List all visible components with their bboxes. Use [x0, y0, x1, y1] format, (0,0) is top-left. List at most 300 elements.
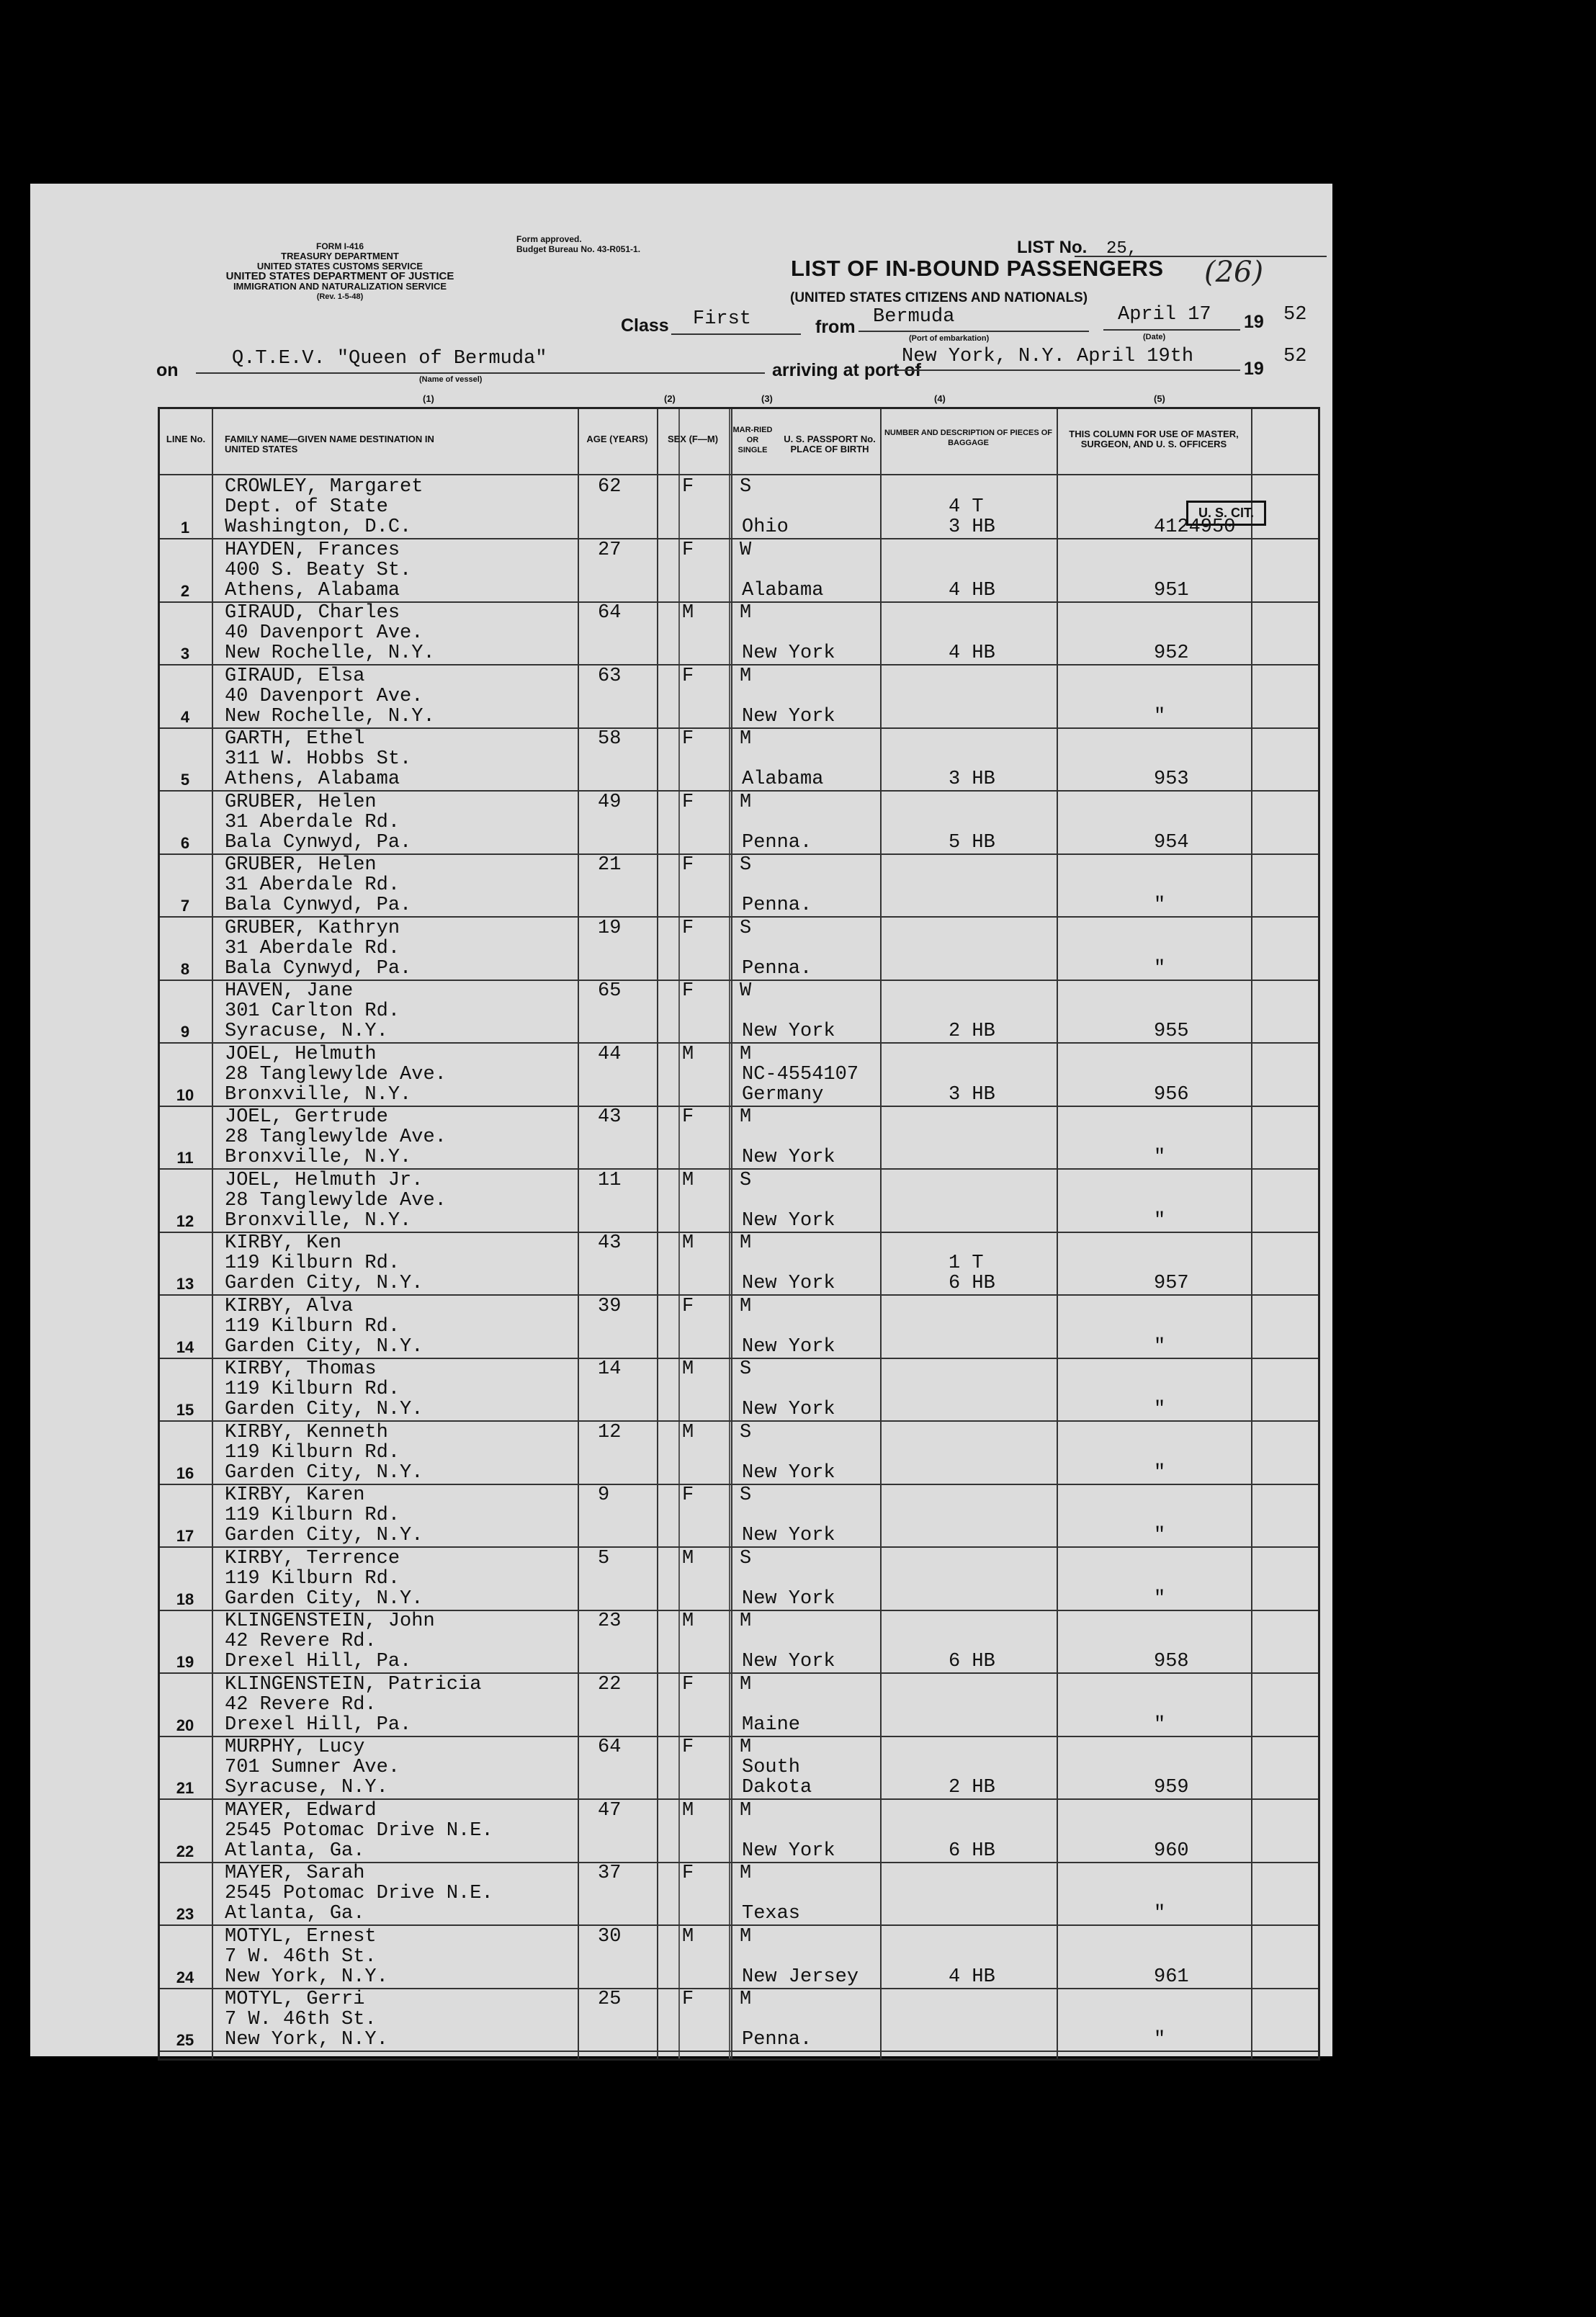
from-value: Bermuda — [873, 306, 955, 328]
passenger-destination: Syracuse, N.Y. — [225, 1021, 388, 1042]
passenger-sex: M — [682, 1925, 694, 1948]
passenger-name: JOEL, Helmuth — [225, 1043, 377, 1065]
passenger-baggage: 4 HB — [949, 1966, 995, 1988]
line-number: 6 — [180, 833, 190, 852]
passenger-baggage: 6 HB — [949, 1839, 995, 1862]
passenger-birthplace: Alabama — [742, 768, 824, 790]
passenger-name: KIRBY, Ken — [225, 1232, 342, 1254]
dept-line-1: TREASURY DEPARTMENT — [281, 251, 399, 261]
passenger-sex: M — [682, 1169, 694, 1191]
officer-notes: 958 — [1154, 1651, 1189, 1672]
passenger-sex: M — [682, 602, 694, 624]
passenger-destination: New Rochelle, N.Y. — [225, 642, 435, 664]
passenger-baggage: 3 HB — [949, 516, 995, 538]
passenger-address: 119 Kilburn Rd. — [225, 1567, 400, 1590]
line-number: 18 — [176, 1590, 194, 1608]
passenger-age: 63 — [598, 665, 622, 687]
col-number-1: (1) — [423, 393, 434, 404]
passenger-marital-status: S — [740, 1547, 752, 1569]
passenger-destination: Bala Cynwyd, Pa. — [225, 831, 412, 853]
passenger-address: 119 Kilburn Rd. — [225, 1252, 400, 1274]
table-row — [160, 1547, 1318, 1611]
passenger-destination: Garden City, N.Y. — [225, 1525, 423, 1546]
passenger-marital-status: M — [740, 1736, 752, 1758]
passenger-birthplace: New Jersey — [742, 1966, 859, 1988]
header-passport: U. S. PASSPORT No. PLACE OF BIRTH — [784, 434, 876, 454]
passenger-name: GARTH, Ethel — [225, 728, 365, 750]
passenger-age: 12 — [598, 1421, 622, 1443]
passenger-sex: F — [682, 728, 694, 750]
table-row — [160, 665, 1318, 729]
date-underline — [1103, 329, 1240, 331]
officer-notes: 952 — [1154, 642, 1189, 664]
passenger-age: 64 — [598, 1736, 622, 1758]
passenger-age: 23 — [598, 1610, 622, 1632]
passenger-sex: F — [682, 476, 694, 498]
from-label: from — [815, 317, 856, 337]
table-row — [160, 1799, 1318, 1863]
officer-notes: " — [1154, 1713, 1166, 1736]
passenger-sex: F — [682, 980, 694, 1002]
passenger-birthplace: Penna. — [742, 895, 812, 916]
passenger-sex: M — [682, 1232, 694, 1254]
passenger-name: MOTYL, Gerri — [225, 1989, 365, 2010]
passenger-birthplace: New York — [742, 1335, 835, 1358]
passenger-marital-status: M — [740, 1106, 752, 1128]
passenger-destination: Garden City, N.Y. — [225, 1273, 423, 1294]
passenger-age: 27 — [598, 539, 622, 561]
passenger-name: KIRBY, Karen — [225, 1484, 365, 1506]
officer-notes: " — [1154, 895, 1166, 916]
line-number: 9 — [180, 1023, 190, 1041]
table-row — [160, 1610, 1318, 1674]
passenger-table — [158, 407, 1320, 2061]
passenger-destination: Bronxville, N.Y. — [225, 1147, 412, 1168]
passenger-name: HAYDEN, Frances — [225, 539, 400, 561]
arrival-year-prefix: 19 — [1244, 359, 1264, 379]
line-number: 19 — [176, 1653, 194, 1671]
header-line-no: LINE No. — [166, 434, 206, 444]
passenger-address: 2545 Potomac Drive N.E. — [225, 1883, 493, 1904]
officer-notes: " — [1154, 1903, 1166, 1924]
passenger-marital-status: M — [740, 1295, 752, 1317]
passenger-age: 11 — [598, 1169, 622, 1191]
line-number: 15 — [176, 1401, 194, 1419]
class-underline — [671, 333, 801, 335]
form-number: FORM I-416 — [315, 241, 364, 251]
header-baggage: NUMBER AND DESCRIPTION OF PIECES OF BAGGAGE — [884, 429, 1053, 447]
header-name: FAMILY NAME—GIVEN NAME DESTINATION IN UNITED STATES — [225, 434, 434, 454]
arrival-underline — [895, 369, 1240, 371]
vessel-note: (Name of vessel) — [419, 375, 483, 384]
passenger-birthplace: Penna. — [742, 2029, 812, 2051]
passenger-baggage: 6 HB — [949, 1273, 995, 1294]
passenger-address: 28 Tanglewylde Ave. — [225, 1126, 447, 1148]
line-number: 16 — [176, 1464, 194, 1482]
on-label: on — [156, 360, 179, 380]
line-number: 1 — [180, 519, 190, 537]
table-row — [160, 1295, 1318, 1359]
passenger-age: 58 — [598, 728, 622, 750]
line-number: 17 — [176, 1527, 194, 1545]
passenger-sex: M — [682, 1043, 694, 1065]
passenger-destination: New Rochelle, N.Y. — [225, 705, 435, 727]
passenger-name: KLINGENSTEIN, Patricia — [225, 1673, 482, 1695]
passenger-destination: New York, N.Y. — [225, 2029, 388, 2051]
document-subtitle: (UNITED STATES CITIZENS AND NATIONALS) — [790, 290, 1088, 305]
passenger-marital-status: M — [740, 1925, 752, 1948]
passenger-destination: Garden City, N.Y. — [225, 1399, 423, 1420]
passenger-name: KIRBY, Kenneth — [225, 1421, 388, 1443]
passenger-age: 39 — [598, 1295, 622, 1317]
passenger-address: 2545 Potomac Drive N.E. — [225, 1819, 493, 1842]
passenger-marital-status: M — [740, 728, 752, 750]
passenger-destination: Atlanta, Ga. — [225, 1839, 365, 1862]
year-prefix: 19 — [1244, 312, 1264, 332]
arriving-label: arriving at port of — [772, 360, 921, 380]
line-number: 14 — [176, 1337, 194, 1356]
passenger-sex: M — [682, 1799, 694, 1821]
passenger-baggage: 3 HB — [949, 1083, 995, 1106]
passenger-sex: F — [682, 1484, 694, 1506]
passenger-sex: F — [682, 539, 694, 561]
passenger-sex: F — [682, 791, 694, 813]
line-number: 23 — [176, 1905, 194, 1923]
from-underline — [858, 331, 1089, 332]
passenger-marital-status: M — [740, 665, 752, 687]
passenger-marital-status: M — [740, 1863, 752, 1884]
passenger-name: JOEL, Gertrude — [225, 1106, 388, 1128]
passenger-name: MAYER, Edward — [225, 1799, 377, 1821]
passenger-baggage: 2 HB — [949, 1021, 995, 1042]
passenger-name: GIRAUD, Elsa — [225, 665, 365, 687]
line-number: 25 — [176, 2031, 194, 2049]
passenger-birthplace: New York — [742, 1525, 835, 1546]
officer-notes: " — [1154, 2029, 1166, 2051]
passenger-birthplace: New York — [742, 705, 835, 727]
officer-notes: 951 — [1154, 579, 1189, 601]
dept-line-3: UNITED STATES DEPARTMENT OF JUSTICE — [225, 270, 454, 282]
table-row — [160, 1169, 1318, 1233]
passenger-destination: Garden City, N.Y. — [225, 1587, 423, 1610]
year-value: 52 — [1283, 304, 1307, 326]
header-age: AGE (YEARS) — [586, 434, 648, 444]
passenger-age: 19 — [598, 917, 622, 939]
header-officers: THIS COLUMN FOR USE OF MASTER, SURGEON, AND U. S. OFFICERS — [1069, 429, 1239, 449]
passenger-baggage-trunks: 4 T — [949, 496, 984, 518]
passenger-age: 22 — [598, 1673, 622, 1695]
passenger-sex: F — [682, 854, 694, 876]
passenger-marital-status: S — [740, 1358, 752, 1380]
officer-notes: " — [1154, 705, 1166, 727]
passenger-marital-status: S — [740, 854, 752, 876]
list-number-handwritten: (26) — [1204, 256, 1264, 289]
officer-notes: 4124950 — [1154, 516, 1236, 538]
passenger-name: MOTYL, Ernest — [225, 1925, 377, 1948]
passenger-address: 701 Sumner Ave. — [225, 1757, 400, 1778]
class-value: First — [693, 308, 752, 330]
passenger-baggage: 6 HB — [949, 1651, 995, 1672]
passenger-sex: F — [682, 1736, 694, 1758]
passenger-age: 49 — [598, 791, 622, 813]
passenger-age: 21 — [598, 854, 622, 876]
officer-notes: " — [1154, 1335, 1166, 1358]
passenger-birthplace: New York — [742, 1461, 835, 1484]
passenger-marital-status: W — [740, 539, 752, 561]
passenger-address: 31 Aberdale Rd. — [225, 937, 400, 959]
line-number: 12 — [176, 1211, 194, 1230]
list-number: 25, — [1106, 239, 1138, 259]
passenger-marital-status: M — [740, 1610, 752, 1632]
passenger-name: MURPHY, Lucy — [225, 1736, 365, 1758]
passenger-marital-status: M — [740, 791, 752, 813]
port-embarkation-note: (Port of embarkation) — [909, 334, 990, 343]
passenger-passport: NC-4554107 — [742, 1063, 859, 1085]
passenger-marital-status: S — [740, 1169, 752, 1191]
passenger-sex: F — [682, 665, 694, 687]
passenger-marital-status: M — [740, 1989, 752, 2010]
passenger-age: 5 — [598, 1547, 610, 1569]
passenger-baggage: 4 HB — [949, 579, 995, 601]
passenger-address: 28 Tanglewylde Ave. — [225, 1189, 447, 1211]
passenger-name: MAYER, Sarah — [225, 1863, 365, 1884]
line-number: 2 — [180, 581, 190, 600]
passenger-birthplace: Penna. — [742, 831, 812, 853]
officer-notes: 955 — [1154, 1021, 1189, 1042]
table-row — [160, 1988, 1318, 2052]
table-row — [160, 1862, 1318, 1926]
passenger-baggage-trunks: 1 T — [949, 1252, 984, 1274]
officer-notes: " — [1154, 1525, 1166, 1546]
passenger-marital-status: M — [740, 1232, 752, 1254]
passenger-address: 28 Tanglewylde Ave. — [225, 1063, 447, 1085]
passenger-marital-status: S — [740, 1421, 752, 1443]
line-number: 7 — [180, 897, 190, 915]
table-row — [160, 1925, 1318, 1989]
table-row — [160, 1043, 1318, 1107]
passenger-birthplace: Germany — [742, 1083, 824, 1106]
passenger-sex: M — [682, 1421, 694, 1443]
passenger-sex: M — [682, 1358, 694, 1380]
passenger-address: 31 Aberdale Rd. — [225, 811, 400, 833]
table-row — [160, 1232, 1318, 1296]
passenger-destination: Bronxville, N.Y. — [225, 1083, 412, 1106]
passenger-destination: Garden City, N.Y. — [225, 1335, 423, 1358]
passenger-destination: Washington, D.C. — [225, 516, 412, 538]
passenger-sex: F — [682, 1106, 694, 1128]
passenger-name: HAVEN, Jane — [225, 980, 354, 1002]
passenger-sex: F — [682, 1295, 694, 1317]
header-married: MAR-RIED OR SINGLE — [732, 426, 773, 454]
passenger-destination: New York, N.Y. — [225, 1966, 388, 1988]
passenger-age: 65 — [598, 980, 622, 1002]
passenger-marital-status: S — [740, 476, 752, 498]
passenger-age: 43 — [598, 1232, 622, 1254]
table-row — [160, 601, 1318, 665]
class-label: Class — [621, 315, 669, 336]
officer-notes: 959 — [1154, 1777, 1189, 1798]
line-number: 8 — [180, 959, 190, 978]
date-value: April 17 — [1118, 304, 1211, 326]
passenger-destination: Drexel Hill, Pa. — [225, 1713, 412, 1736]
col-number-3: (3) — [761, 393, 773, 404]
passenger-birthplace: New York — [742, 1273, 835, 1294]
passenger-name: GRUBER, Helen — [225, 854, 377, 876]
passenger-birthplace: New York — [742, 1021, 835, 1042]
passenger-address: Dept. of State — [225, 496, 388, 518]
passenger-address: 400 S. Beaty St. — [225, 559, 412, 581]
passenger-sex: F — [682, 1673, 694, 1695]
passenger-address: 119 Kilburn Rd. — [225, 1315, 400, 1337]
passenger-birthplace: New York — [742, 1651, 835, 1672]
line-number: 5 — [180, 771, 190, 789]
passenger-age: 9 — [598, 1484, 610, 1506]
passenger-birthplace: New York — [742, 1839, 835, 1862]
line-number: 3 — [180, 645, 190, 663]
passenger-birthplace: New York — [742, 1209, 835, 1232]
table-row — [160, 980, 1318, 1044]
passenger-address: 119 Kilburn Rd. — [225, 1505, 400, 1526]
passenger-marital-status: S — [740, 917, 752, 939]
passenger-sex: M — [682, 1547, 694, 1569]
table-row — [160, 475, 1318, 539]
passenger-marital-status: M — [740, 1043, 752, 1065]
passenger-sex: F — [682, 1989, 694, 2010]
table-row — [160, 853, 1318, 918]
passenger-destination: Syracuse, N.Y. — [225, 1777, 388, 1798]
passenger-birthplace: New York — [742, 1587, 835, 1610]
passenger-birthplace: New York — [742, 1147, 835, 1168]
passenger-destination: Garden City, N.Y. — [225, 1461, 423, 1484]
agency-header — [160, 241, 520, 302]
officer-notes: 956 — [1154, 1083, 1189, 1106]
officer-notes: " — [1154, 957, 1166, 980]
passenger-age: 62 — [598, 476, 622, 498]
passenger-age: 30 — [598, 1925, 622, 1948]
passenger-birthplace: New York — [742, 642, 835, 664]
passenger-name: GIRAUD, Charles — [225, 602, 400, 624]
passenger-age: 37 — [598, 1863, 622, 1884]
vessel-name: Q.T.E.V. "Queen of Bermuda" — [232, 348, 547, 369]
list-number-label: LIST No. 25, — [1017, 238, 1138, 259]
passenger-sex: F — [682, 917, 694, 939]
passenger-name: CROWLEY, Margaret — [225, 476, 423, 498]
dept-line-4: IMMIGRATION AND NATURALIZATION SERVICE — [233, 281, 447, 292]
passenger-address: 7 W. 46th St. — [225, 1945, 377, 1968]
arrival-year: 52 — [1283, 346, 1307, 367]
passenger-birthplace: Penna. — [742, 957, 812, 980]
officer-notes: 953 — [1154, 768, 1189, 790]
passenger-destination: Bala Cynwyd, Pa. — [225, 895, 412, 916]
passenger-baggage: 4 HB — [949, 642, 995, 664]
table-row — [160, 917, 1318, 981]
table-row — [160, 791, 1318, 855]
passenger-name: JOEL, Helmuth Jr. — [225, 1169, 423, 1191]
table-row — [160, 1673, 1318, 1737]
passenger-age: 64 — [598, 602, 622, 624]
passenger-age: 14 — [598, 1358, 622, 1380]
passenger-marital-status: M — [740, 1799, 752, 1821]
passenger-destination: Bala Cynwyd, Pa. — [225, 957, 412, 980]
header-sex: SEX (F—M) — [667, 434, 719, 444]
manifest-page — [30, 184, 1332, 2056]
col-number-4: (4) — [934, 393, 946, 404]
passenger-age: 43 — [598, 1106, 622, 1128]
passenger-name: GRUBER, Helen — [225, 791, 377, 813]
citizenship-stamp: U. S. CIT. — [1186, 501, 1266, 526]
revision-note: (Rev. 1-5-48) — [316, 292, 364, 301]
line-number: 21 — [176, 1779, 194, 1797]
officer-notes: " — [1154, 1147, 1166, 1168]
dept-line-2: UNITED STATES CUSTOMS SERVICE — [256, 261, 423, 272]
arrival-port: New York, N.Y. April 19th — [902, 346, 1194, 367]
line-number: 20 — [176, 1716, 194, 1734]
passenger-sex: M — [682, 1610, 694, 1632]
passenger-address: 301 Carlton Rd. — [225, 1000, 400, 1022]
passenger-marital-status: M — [740, 602, 752, 624]
table-row — [160, 539, 1318, 603]
officer-notes: " — [1154, 1209, 1166, 1232]
passenger-address: 311 W. Hobbs St. — [225, 748, 412, 770]
line-number: 24 — [176, 1968, 194, 1986]
passenger-age: 25 — [598, 1989, 622, 2010]
table-row — [160, 1358, 1318, 1422]
passenger-birthplace: Alabama — [742, 579, 824, 601]
passenger-birthplace: Texas — [742, 1903, 801, 1924]
passenger-name: KLINGENSTEIN, John — [225, 1610, 435, 1632]
passenger-address: 31 Aberdale Rd. — [225, 874, 400, 896]
line-number: 11 — [176, 1149, 194, 1167]
passenger-address: 42 Revere Rd. — [225, 1631, 377, 1652]
line-number: 13 — [176, 1275, 194, 1293]
document-title: LIST OF IN-BOUND PASSENGERS — [791, 256, 1164, 281]
vessel-underline — [196, 372, 765, 374]
officer-notes: 954 — [1154, 831, 1189, 853]
passenger-baggage: 2 HB — [949, 1777, 995, 1798]
passenger-destination: Athens, Alabama — [225, 768, 400, 790]
officer-notes: " — [1154, 1399, 1166, 1420]
passenger-address: 119 Kilburn Rd. — [225, 1441, 400, 1464]
passenger-baggage: 3 HB — [949, 768, 995, 790]
passenger-name: KIRBY, Thomas — [225, 1358, 377, 1380]
passenger-name: GRUBER, Kathryn — [225, 917, 400, 939]
passenger-age: 47 — [598, 1799, 622, 1821]
table-row — [160, 1106, 1318, 1170]
passenger-address: 40 Davenport Ave. — [225, 622, 423, 644]
passenger-address: 119 Kilburn Rd. — [225, 1379, 400, 1400]
passenger-marital-status: S — [740, 1484, 752, 1506]
officer-notes: 960 — [1154, 1839, 1189, 1862]
line-number: 4 — [180, 707, 190, 726]
passenger-destination: Drexel Hill, Pa. — [225, 1651, 412, 1672]
passenger-age: 44 — [598, 1043, 622, 1065]
passenger-marital-status: M — [740, 1673, 752, 1695]
col-number-2: (2) — [664, 393, 676, 404]
line-number: 22 — [176, 1842, 194, 1860]
passenger-marital-status: W — [740, 980, 752, 1002]
passenger-destination: Atlanta, Ga. — [225, 1903, 365, 1924]
passenger-address: 42 Revere Rd. — [225, 1693, 377, 1716]
table-row — [160, 1421, 1318, 1485]
passenger-destination: Athens, Alabama — [225, 579, 400, 601]
form-approved: Form approved. Budget Bureau No. 43-R051-1. — [516, 234, 641, 254]
table-row — [160, 727, 1318, 792]
officer-notes: 957 — [1154, 1273, 1189, 1294]
date-note: (Date) — [1143, 333, 1166, 341]
passenger-address: 7 W. 46th St. — [225, 2009, 377, 2030]
passenger-name: KIRBY, Alva — [225, 1295, 354, 1317]
passenger-birthplace: New York — [742, 1399, 835, 1420]
